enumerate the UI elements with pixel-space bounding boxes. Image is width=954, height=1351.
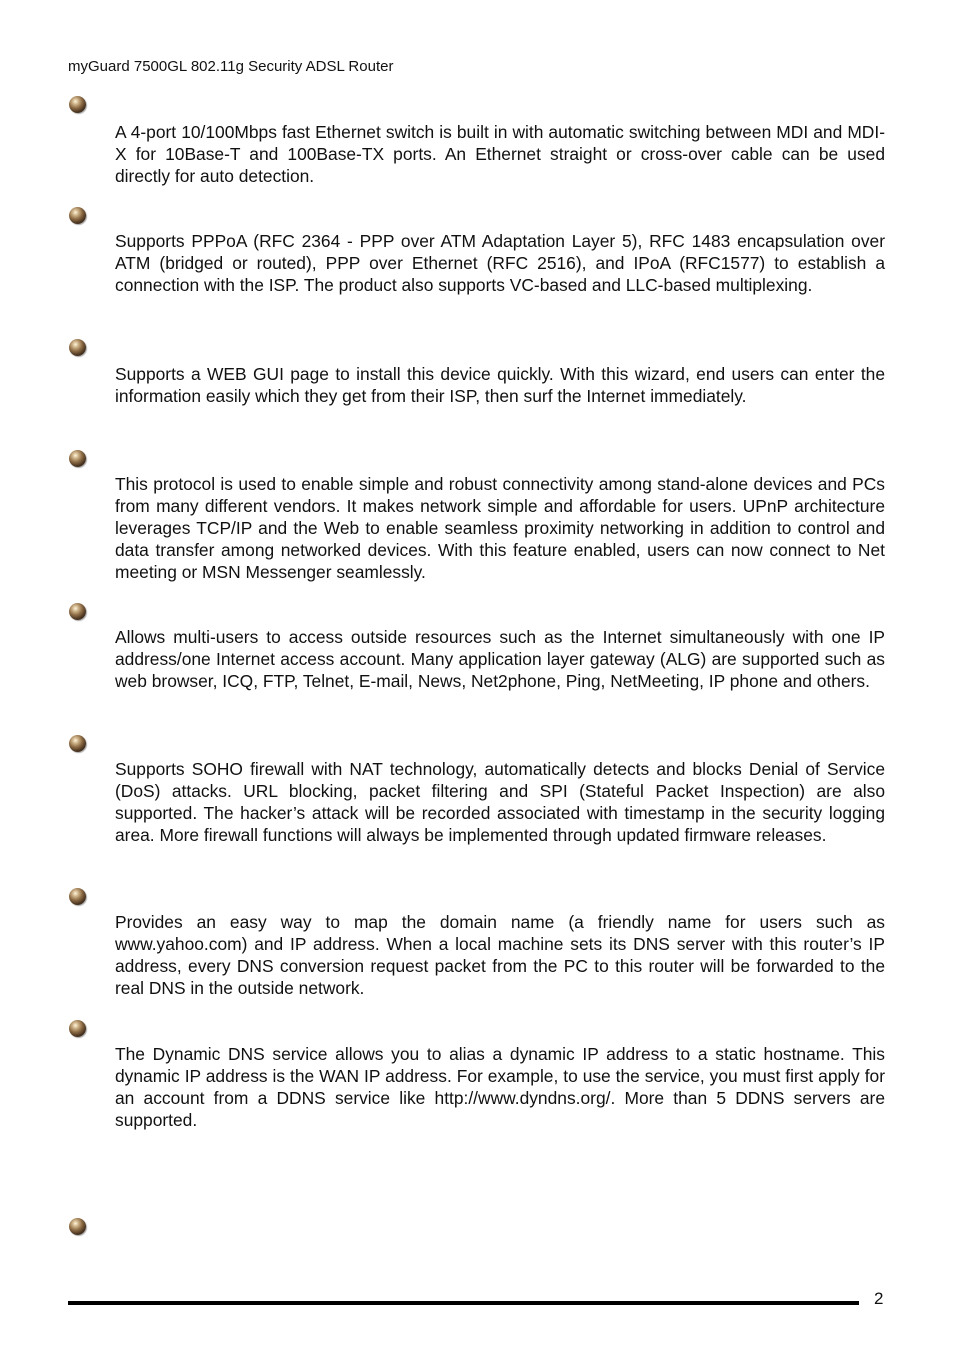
- bullet-icon: [69, 207, 86, 224]
- feature-paragraph: A 4-port 10/100Mbps fast Ethernet switch is built in with automatic switching between MDI and MDI-X for 10Base-T and 100Base-TX ports. An Ethernet straight or cross-over cable can be used directly for auto detection.: [115, 122, 885, 186]
- bullet-icon: [69, 450, 86, 467]
- feature-paragraph: Allows multi-users to access outside resources such as the Internet simultaneously with one IP address/one Internet access account. Many application layer gateway (ALG) are supported such as web browser, ICQ, FTP, Telnet, E-mail, News, Net2phone, Ping, NetMeeting, IP phone and others.: [115, 627, 885, 691]
- bullet-icon: [69, 96, 86, 113]
- bullet-icon: [69, 735, 86, 752]
- feature-paragraph: Supports PPPoA (RFC 2364 - PPP over ATM Adaptation Layer 5), RFC 1483 encapsulation over ATM (bridged or routed), PPP over Ethernet (RFC 2516), and IPoA (RFC1577) to establish a connection with the ISP. The product also supports VC-based and LLC-based multiplexing.: [115, 231, 885, 295]
- bullet-icon: [69, 603, 86, 620]
- feature-paragraph: The Dynamic DNS service allows you to alias a dynamic IP address to a static hostname. This dynamic IP address is the WAN IP address. For example, to use the service, you must first apply for an account from a DDNS service like http://www.dyndns.org/. More than 5 DDNS servers are supported.: [115, 1044, 885, 1130]
- bullet-icon: [69, 1020, 86, 1037]
- bullet-icon: [69, 1218, 86, 1235]
- page-number: 2: [874, 1289, 884, 1308]
- footer-rule: [68, 1301, 859, 1305]
- feature-paragraph: Provides an easy way to map the domain name (a friendly name for users such as www.yahoo.com) and IP address. When a local machine sets its DNS server with this router’s IP address, every DNS conversion request packet from the PC to this router will be forwarded to the real DNS in the outside network.: [115, 912, 885, 998]
- running-header: myGuard 7500GL 802.11g Security ADSL Router: [68, 58, 394, 75]
- feature-paragraph: Supports SOHO firewall with NAT technology, automatically detects and blocks Denial of Service (DoS) attacks. URL blocking, packet filtering and SPI (Stateful Packet Inspection) are also supported. The hacker’s attack will be recorded associated with timestamp in the security logging area. More firewall functions will always be implemented through updated firmware releases.: [115, 759, 885, 845]
- feature-paragraph: Supports a WEB GUI page to install this device quickly. With this wizard, end users can enter the information easily which they get from their ISP, then surf the Internet immediately.: [115, 364, 885, 406]
- feature-paragraph: This protocol is used to enable simple and robust connectivity among stand-alone devices and PCs from many different vendors. It makes network simple and affordable for users. UPnP architecture leverages TCP/IP and the Web to enable seamless proximity networking in addition to control and data transfer among networked devices. With this feature enabled, users can now connect to Net meeting or MSN Messenger seamlessly.: [115, 474, 885, 582]
- bullet-icon: [69, 888, 86, 905]
- bullet-icon: [69, 339, 86, 356]
